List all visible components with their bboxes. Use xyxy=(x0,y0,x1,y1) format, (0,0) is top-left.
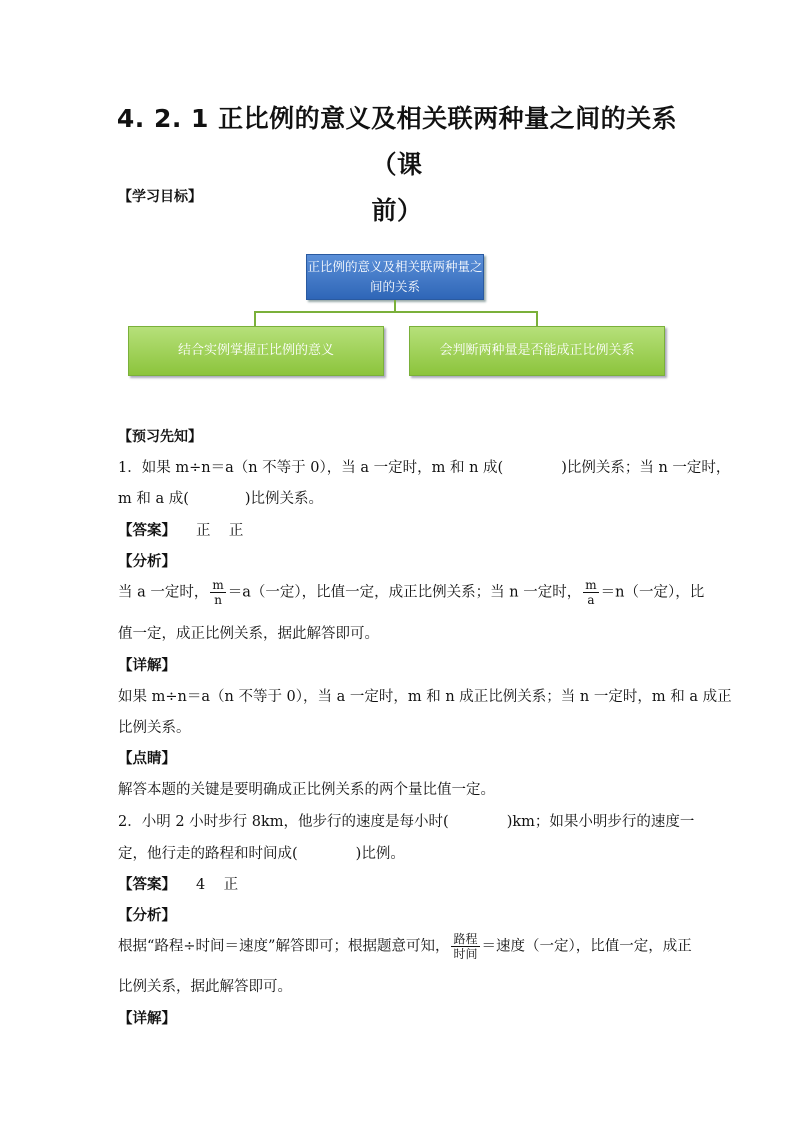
frac-numerator: 路程 xyxy=(453,932,478,946)
q1-point-text: 解答本题的关键是要明确成正比例关系的两个量比值一定。 xyxy=(118,782,495,798)
section-preview: 【预习先知】 xyxy=(118,429,202,445)
q1-text-c: m 和 a 成( xyxy=(118,491,189,507)
title-line-2: 前） xyxy=(371,196,423,225)
q1-detail-line-2: 比例关系。 xyxy=(118,720,191,736)
frac-denominator: a xyxy=(587,593,595,607)
q2-line-1 xyxy=(118,810,694,831)
q2-text-d: )比例。 xyxy=(355,846,405,862)
q2-line-2 xyxy=(118,842,405,863)
q2-analysis-a: 根据“路程÷时间＝速度”解答即可；根据题意可知， xyxy=(118,938,450,955)
q2-fraction-distance-time xyxy=(451,932,479,961)
q1-point-label: 【点睛】 xyxy=(118,750,176,767)
q1-line-2 xyxy=(118,487,323,508)
q1-analysis-c: ＝n（一定），比 xyxy=(600,584,705,601)
q1-analysis-label: 【分析】 xyxy=(118,553,176,570)
q1-answer-label: 【答案】 xyxy=(118,522,176,539)
q1-text-b: )比例关系；当 n 一定时， xyxy=(561,460,731,476)
diagram-right-box: 会判断两种量是否能成正比例关系 xyxy=(409,326,665,376)
diagram-top-box: 正比例的意义及相关联两种量之间的关系 xyxy=(306,254,484,300)
q1-text-d: )比例关系。 xyxy=(244,491,324,507)
title-line-1: 4. 2. 1 正比例的意义及相关联两种量之间的关系（课 xyxy=(116,104,678,179)
q1-answer-text: 正 正 xyxy=(196,523,244,539)
q1-line-1 xyxy=(118,456,730,477)
q1-answer xyxy=(118,519,243,540)
q1-fraction-m-a xyxy=(583,578,598,607)
diagram-left-box: 结合实例掌握正比例的意义 xyxy=(128,326,384,376)
frac-denominator: 时间 xyxy=(453,947,478,961)
q1-analysis-line-2: 值一定，成正比例关系，据此解答即可。 xyxy=(118,626,379,642)
q2-answer-text: 4 正 xyxy=(196,877,239,893)
page-title xyxy=(110,96,684,234)
q1-analysis-line-1 xyxy=(118,578,704,607)
q2-text-b: )km；如果小明步行的速度一 xyxy=(506,814,695,830)
q2-analysis-line-2: 比例关系，据此解答即可。 xyxy=(118,979,292,995)
frac-numerator: m xyxy=(212,578,224,592)
connector-horizontal xyxy=(254,311,538,313)
q2-detail-label: 【详解】 xyxy=(118,1010,176,1027)
q1-text-a: 1．如果 m÷n＝a（n 不等于 0），当 a 一定时，m 和 n 成( xyxy=(118,460,504,476)
q2-text-c: 定，他行走的路程和时间成( xyxy=(118,846,298,862)
q2-analysis-line-1 xyxy=(118,932,692,961)
frac-numerator: m xyxy=(585,578,597,592)
q2-answer-label: 【答案】 xyxy=(118,876,176,893)
section-learning-goals: 【学习目标】 xyxy=(118,189,202,205)
q1-analysis-a: 当 a 一定时， xyxy=(118,584,209,601)
q1-detail-line-1: 如果 m÷n＝a（n 不等于 0），当 a 一定时，m 和 n 成正比例关系；当 n 一定时，m 和 a 成正 xyxy=(118,689,732,705)
q1-analysis-b: ＝a（一定），比值一定，成正比例关系；当 n 一定时， xyxy=(227,584,582,601)
connector-right xyxy=(536,311,538,326)
q2-analysis-label: 【分析】 xyxy=(118,907,176,924)
q2-text-a: 2．小明 2 小时步行 8km，他步行的速度是每小时( xyxy=(118,814,449,830)
frac-denominator: n xyxy=(214,593,222,607)
q2-answer xyxy=(118,873,238,894)
q1-fraction-m-n xyxy=(210,578,225,607)
connector-left xyxy=(254,311,256,326)
q2-analysis-b: ＝速度（一定），比值一定，成正 xyxy=(481,938,692,955)
q1-detail-label: 【详解】 xyxy=(118,657,176,674)
